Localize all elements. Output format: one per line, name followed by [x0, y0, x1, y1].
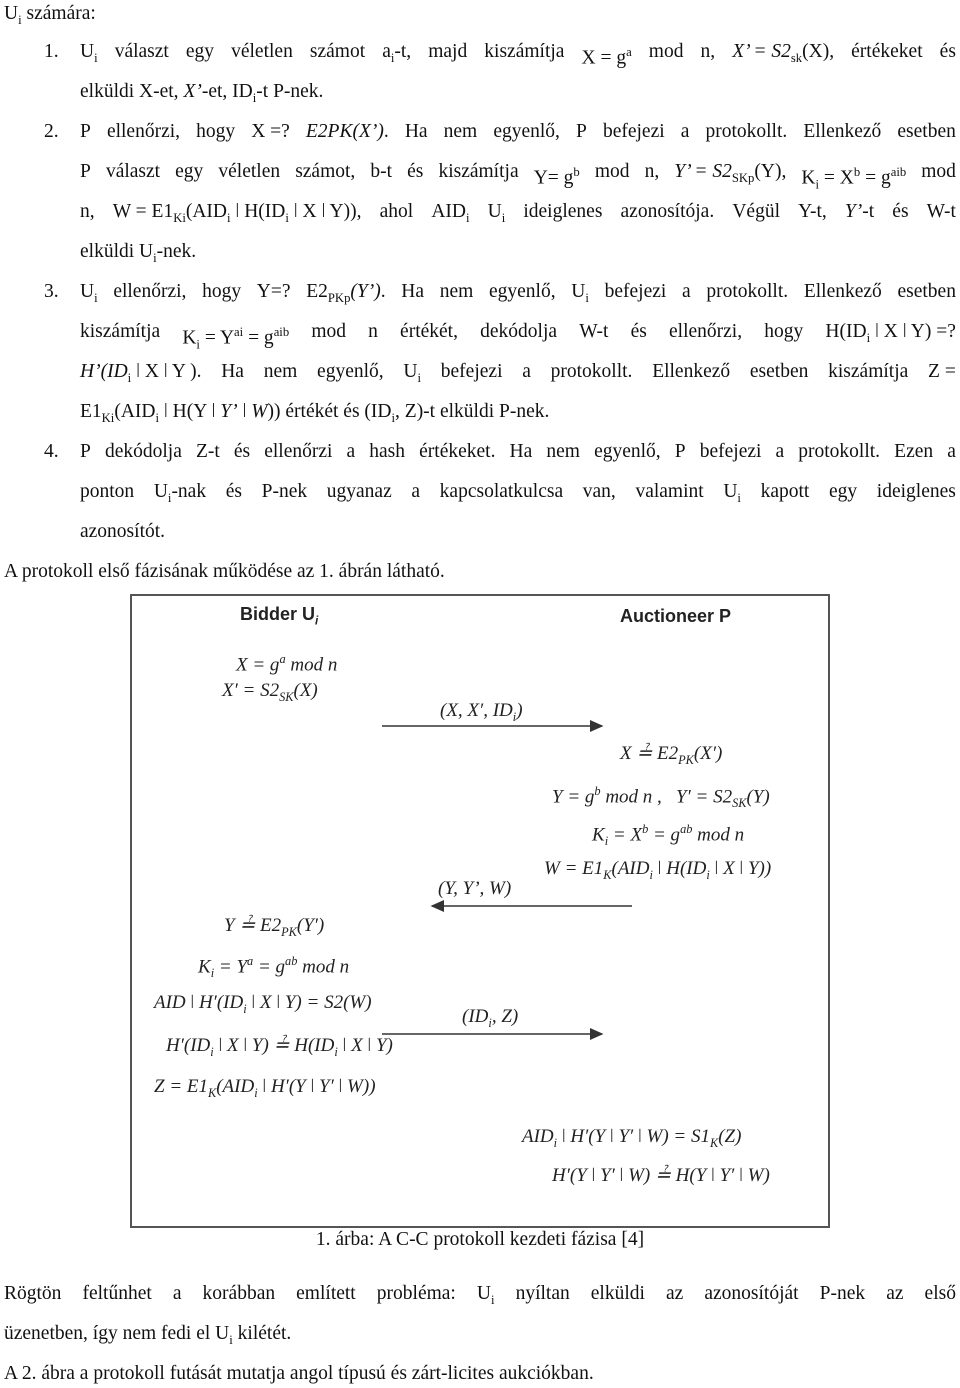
bidder-eq-x: $X = g^a$ mod n: [236, 652, 338, 676]
paragraph-line-2: üzenetben, így nem fedi el $U_i$ kilétét.: [4, 1323, 292, 1347]
list-item-2-line-3: n, $W = E1_{Ki}(AID_i$ ǀ $H(ID_i$ ǀ X ǀ Y)), ahol $AID_i$ $U_i$ ideiglenes azonosítója. Végül Y-t, Y’-t és W-t: [80, 201, 956, 225]
list-item-3-line-2: kiszámítja $K_i = Y^{ai} = g^{aib}$ mod n értékét, dekódolja W-t és ellenőrzi, hogy $H(ID_i$ ǀ X ǀ Y) =?: [80, 321, 956, 352]
list-item-4-line-3: azonosítót.: [80, 521, 166, 542]
auctioneer-eq-w: $W = E1_K(AID_i$ ǀ $H(ID_i$ ǀ X ǀ Y)): [544, 858, 772, 882]
section-heading: $U_i$ számára:: [4, 3, 96, 27]
figure-intro-text: A protokoll első fázisának működése az 1. ábrán látható.: [4, 561, 445, 582]
list-item-2-line-2: P választ egy véletlen számot, b-t és kiszámítja $Y= g^b$ mod n, Y’ = $S2_{SKp}(Y)$, $K_i = X^b = g^{aib}$ mod: [80, 161, 956, 192]
auctioneer-verify-x: X ≟ $E2_{PK}(X')$: [620, 743, 723, 767]
paragraph-line-1: Rögtön feltűnhet a korábban említett probléma: $U_i$ nyíltan elküldi az azonosítóját P-nek az első: [4, 1283, 956, 1307]
auctioneer-verify-h: H′(Y ǀ Y′ ǀ W) ≟ H(Y ǀ Y′ ǀ W): [552, 1165, 770, 1186]
bidder-eq-xprime: $X' = S2_{SK}(X)$: [222, 680, 318, 704]
auctioneer-eq-aid: $AID_i$ ǀ H′(Y ǀ Y′ ǀ $W) = S1_K(Z)$: [522, 1126, 742, 1150]
list-number-1: 1.: [44, 41, 59, 62]
list-item-2-line-4: elküldi $U_i$-nek.: [80, 241, 197, 265]
bidder-verify-y: Y ≟ $E2_{PK}(Y')$: [224, 915, 325, 939]
message-2-label: (Y, Y’, W): [438, 878, 512, 899]
auctioneer-header: Auctioneer P: [620, 606, 732, 626]
list-item-1-line-2: elküldi X-et, X’-et, $ID_i-t$ P-nek.: [80, 81, 324, 105]
protocol-figure: [130, 594, 830, 1228]
list-item-3-line-4: $E1_{Ki}(AID_i$ ǀ H(Y ǀ Y’ ǀ W)) értékét és ($ID_i$, Z)-t elküldi P-nek.: [80, 401, 550, 425]
list-item-3-line-1: $U_i$ ellenőrzi, hogy Y=? $E2_{PKp}(Y’)$. Ha nem egyenlő, $U_i$ befejezi a protokollt. Ellenkező esetben: [80, 281, 956, 305]
list-item-3-line-3: $H’(ID_i$ ǀ X ǀ Y ). Ha nem egyenlő, $U_i$ befejezi a protokollt. Ellenkező esetben kiszámítja Z =: [80, 361, 956, 385]
list-item-4-line-1: P dekódolja Z-t és ellenőrzi a hash értékeket. Ha nem egyenlő, P befejezi a protokollt. Ezen a: [80, 441, 956, 462]
list-number-2: 2.: [44, 121, 59, 142]
list-item-2-line-1: P ellenőrzi, hogy X =? E2PK(X’). Ha nem egyenlő, P befejezi a protokollt. Ellenkező esetben: [80, 121, 956, 142]
list-number-3: 3.: [44, 281, 59, 302]
message-3-label: ($ID_i$, Z): [462, 1006, 519, 1030]
list-number-4: 4.: [44, 441, 59, 462]
auctioneer-eq-y: $Y = g^b$ mod n , $Y' = S2_{SK}(Y)$: [552, 784, 770, 811]
figure-caption: 1. árba: A C-C protokoll kezdeti fázisa [4]: [315, 1229, 645, 1250]
last-line: A 2. ábra a protokoll futását mutatja angol típusú és zárt-licites aukciókban.: [4, 1363, 594, 1384]
list-item-1-line-1: $U_i$ választ egy véletlen számot $a_i-t$, majd kiszámítja $X = g^a$ mod n, X’ = $S2_{sk}(X)$, értékeket és: [80, 41, 956, 69]
bidder-header: Bidder $U_i$: [240, 604, 319, 628]
bidder-verify-h: $H'(ID_i$ ǀ X ǀ Y) ≟ $H(ID_i$ ǀ X ǀ Y): [166, 1035, 393, 1059]
auctioneer-eq-k: $K_i = X^b = g^{ab}$ mod n: [592, 822, 745, 849]
bidder-eq-k: $K_i = Y^a = g^{ab}$ mod n: [198, 954, 350, 981]
bidder-eq-aid: AID ǀ $H'(ID_i$ ǀ X ǀ Y) = S2(W): [154, 992, 372, 1016]
list-item-4-line-2: ponton $U_i$-nak és P-nek ugyanaz a kapcsolatkulcsa van, valamint $U_i$ kapott egy ideiglenes: [80, 481, 956, 505]
bidder-eq-z: $Z = E1_K(AID_i$ ǀ H′(Y ǀ Y′ ǀ W)): [154, 1076, 376, 1100]
message-1-label: (X, X′, $ID_i$): [440, 700, 523, 724]
